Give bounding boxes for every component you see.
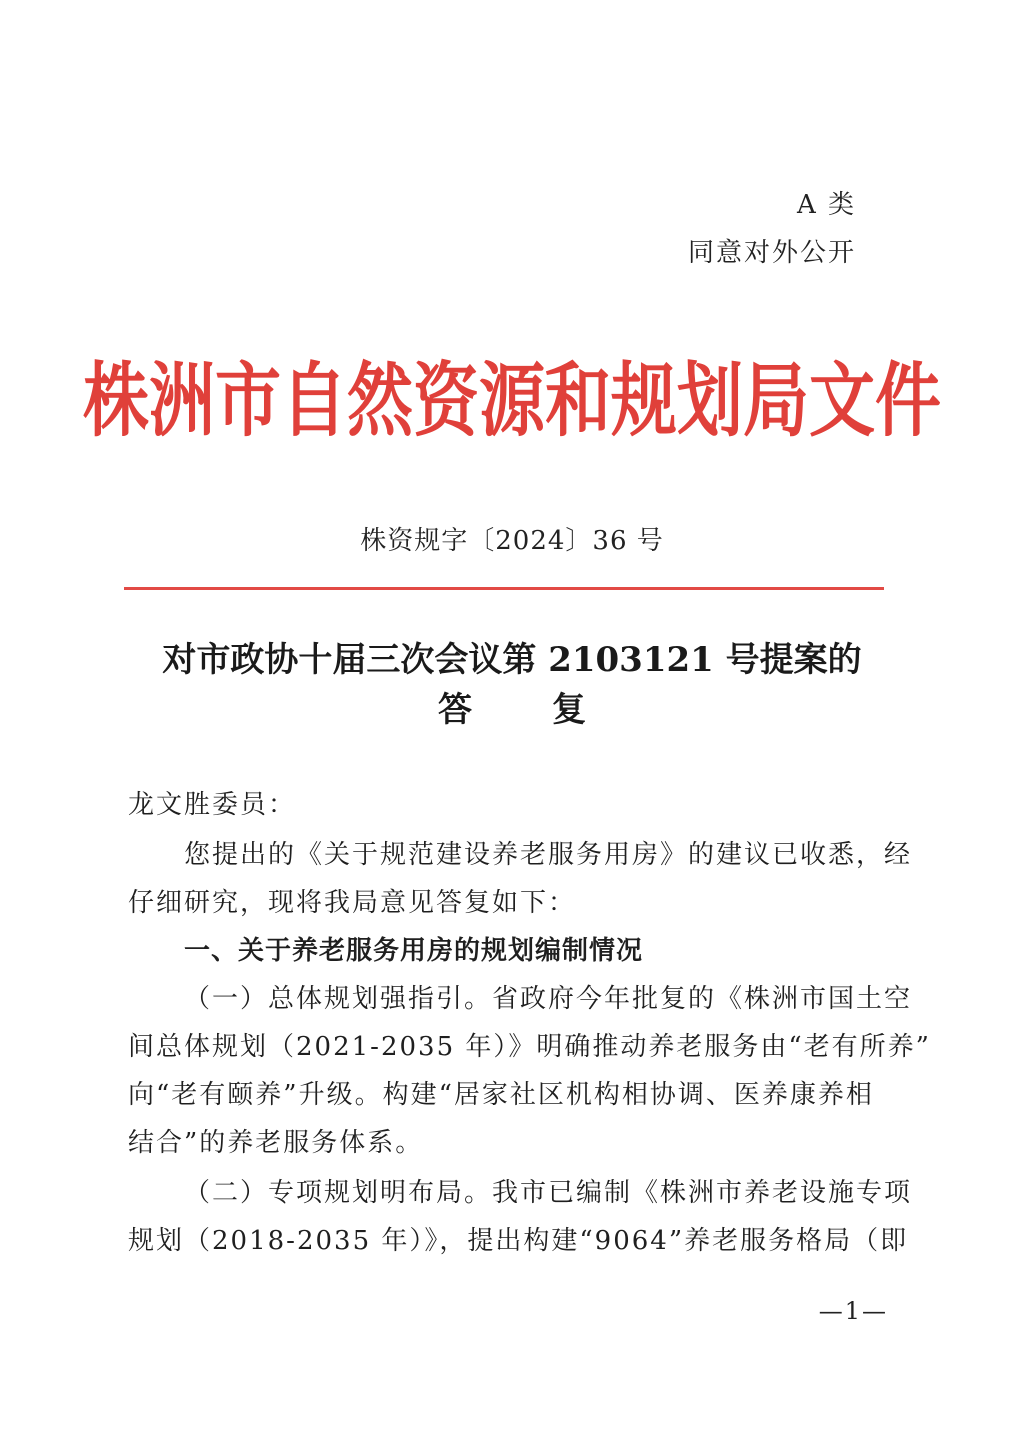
reply-title-char-right: 复 bbox=[552, 690, 586, 730]
section-heading: 一、关于养老服务用房的规划编制情况 bbox=[184, 936, 644, 966]
document-number: 株资规字〔2024〕36 号 bbox=[360, 526, 664, 556]
classification-label: A 类 bbox=[796, 190, 856, 220]
reply-title-char-left: 答 bbox=[438, 690, 472, 730]
salutation: 龙文胜委员： bbox=[128, 790, 297, 820]
body-line: 向“老有颐养”升级。构建“居家社区机构相协调、医养康养相 bbox=[128, 1080, 874, 1110]
reply-title-line-1: 对市政协十届三次会议第 2103121 号提案的 bbox=[162, 640, 862, 680]
body-line: （二）专项规划明布局。我市已编制《株洲市养老设施专项 bbox=[184, 1178, 913, 1208]
red-divider-line bbox=[124, 587, 884, 590]
page-number: —1— bbox=[818, 1297, 888, 1325]
document-header-title: 株洲市自然资源和规划局文件 bbox=[83, 354, 941, 449]
disclosure-label: 同意对外公开 bbox=[687, 238, 856, 268]
reply-title-line-2 bbox=[0, 682, 1024, 731]
body-line: 规划（2018-2035 年）》，提出构建“9064”养老服务格局（即 bbox=[128, 1226, 909, 1256]
body-line: 您提出的《关于规范建设养老服务用房》的建议已收悉，经 bbox=[184, 840, 913, 870]
body-line: （一）总体规划强指引。省政府今年批复的《株洲市国土空 bbox=[184, 984, 913, 1014]
body-line: 间总体规划（2021-2035 年）》明确推动养老服务由“老有所养” bbox=[128, 1032, 931, 1062]
body-line: 结合”的养老服务体系。 bbox=[128, 1128, 424, 1158]
body-line: 仔细研究，现将我局意见答复如下： bbox=[128, 888, 577, 918]
